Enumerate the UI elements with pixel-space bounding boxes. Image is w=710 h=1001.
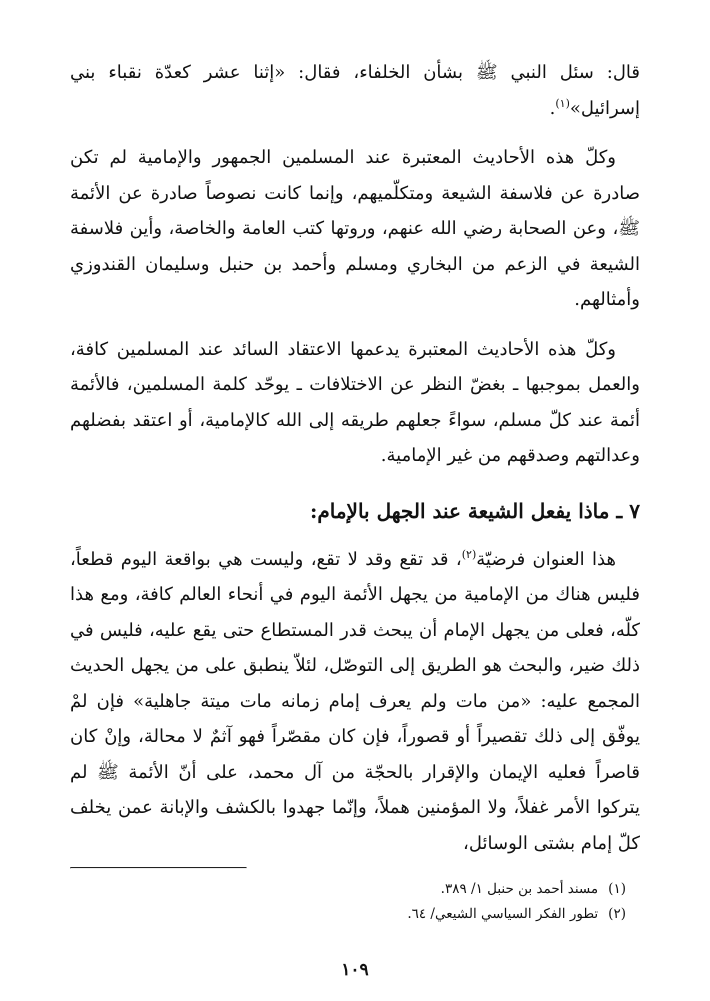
page-number: ١٠٩ (341, 960, 369, 980)
footnote-1-text: مسند أحمد بن حنبل ١/ ٣٨٩. (440, 881, 599, 897)
paragraph-1: قال: سئل النبي ﷺ بشأن الخلفاء، فقال: «إثنا عشر كعدّة نقباء بني إسرائيل»$^{(١)}$. (70, 62, 640, 119)
paragraph-4 (70, 542, 640, 862)
footnote-1-number: (١) (608, 881, 626, 897)
footnote-2-number: (٢) (608, 906, 626, 922)
footnote-ref-1[interactable]: (١) (555, 96, 570, 110)
footnotes (70, 877, 640, 927)
footnote-divider (70, 867, 247, 869)
paragraph-1-text: قال: سئل النبي ﷺ بشأن الخلفاء، فقال: «إثنا عشر كعدّة نقباء بني إسرائيل» (70, 62, 640, 119)
footnote-ref-2[interactable]: (٢) (461, 547, 477, 561)
footnote-2 (70, 902, 640, 927)
paragraph-4-rest: ، قد تقع وقد لا تقع، وليست هي بواقعة اليوم قطعاً، فليس هناك من الإمامية من يجهل الأئمة اليوم في أنحاء العالم كافة، ومع هذا كلّه، فعلى من يجهل الإمام أن يبحث قدر المستطاع حتى يقع عليه، فليس في ذلك ضير، والبحث هو الطريق إلى التوصّل، لئلاّ ينطبق على من يجهل الحديث المجمع عليه: «من مات ولم يعرف إمام زمانه مات ميتة جاهلية» فإن لمْ يوفّق إلى ذلك تقصيراً أو قصوراً، فإن كان مقصّراً فهو آثمٌ لا محالة، وإنْ كان قاصراً فعليه الإيمان والإقرار بالحجّة من آل محمد، على أنّ الأئمة ﷺ لم يتركوا الأمر غفلاً، ولا المؤمنين هملاً، وإنّما جهدوا بالكشف والإبانة عمن يخلف كلّ إمام بشتى الوسائل، (70, 548, 640, 854)
paragraph-4-start: هذا العنوان فرضيّة (476, 548, 617, 570)
footnote-2-text: تطور الفكر السياسي الشيعي/ ٦٤. (407, 906, 599, 922)
section-heading: ٧ ـ ماذا يفعل الشيعة عند الجهل بالإمام: (309, 498, 640, 523)
paragraph-3: وكلّ هذه الأحاديث المعتبرة يدعمها الاعتقاد السائد عند المسلمين كافة، والعمل بموجبها ـ بغضّ النظر عن الاختلافات ـ يوحّد كلمة المسلمين، فالأئمة أئمة عند كلّ مسلم، سواءً جعلهم طريقه إلى الله كالإمامية، أو اعتقد بفضلهم وعدالتهم وصدقهم من غير الإمامية. (70, 338, 640, 466)
footnote-1 (70, 877, 640, 902)
page-body (70, 55, 640, 922)
paragraph-2: وكلّ هذه الأحاديث المعتبرة عند المسلمين الجمهور والإمامية لم تكن صادرة عن فلاسفة الشيعة ومتكلّميهم، وإنما كانت نصوصاً صادرة عن الأئمة ﷺ، وعن الصحابة رضي الله عنهم، وروتها كتب العامة والخاصة، وأين فلاسفة الشيعة في الزعم من البخاري ومسلم وأحمد بن حنبل وسليمان القندوزي وأمثالهم. (70, 147, 640, 310)
